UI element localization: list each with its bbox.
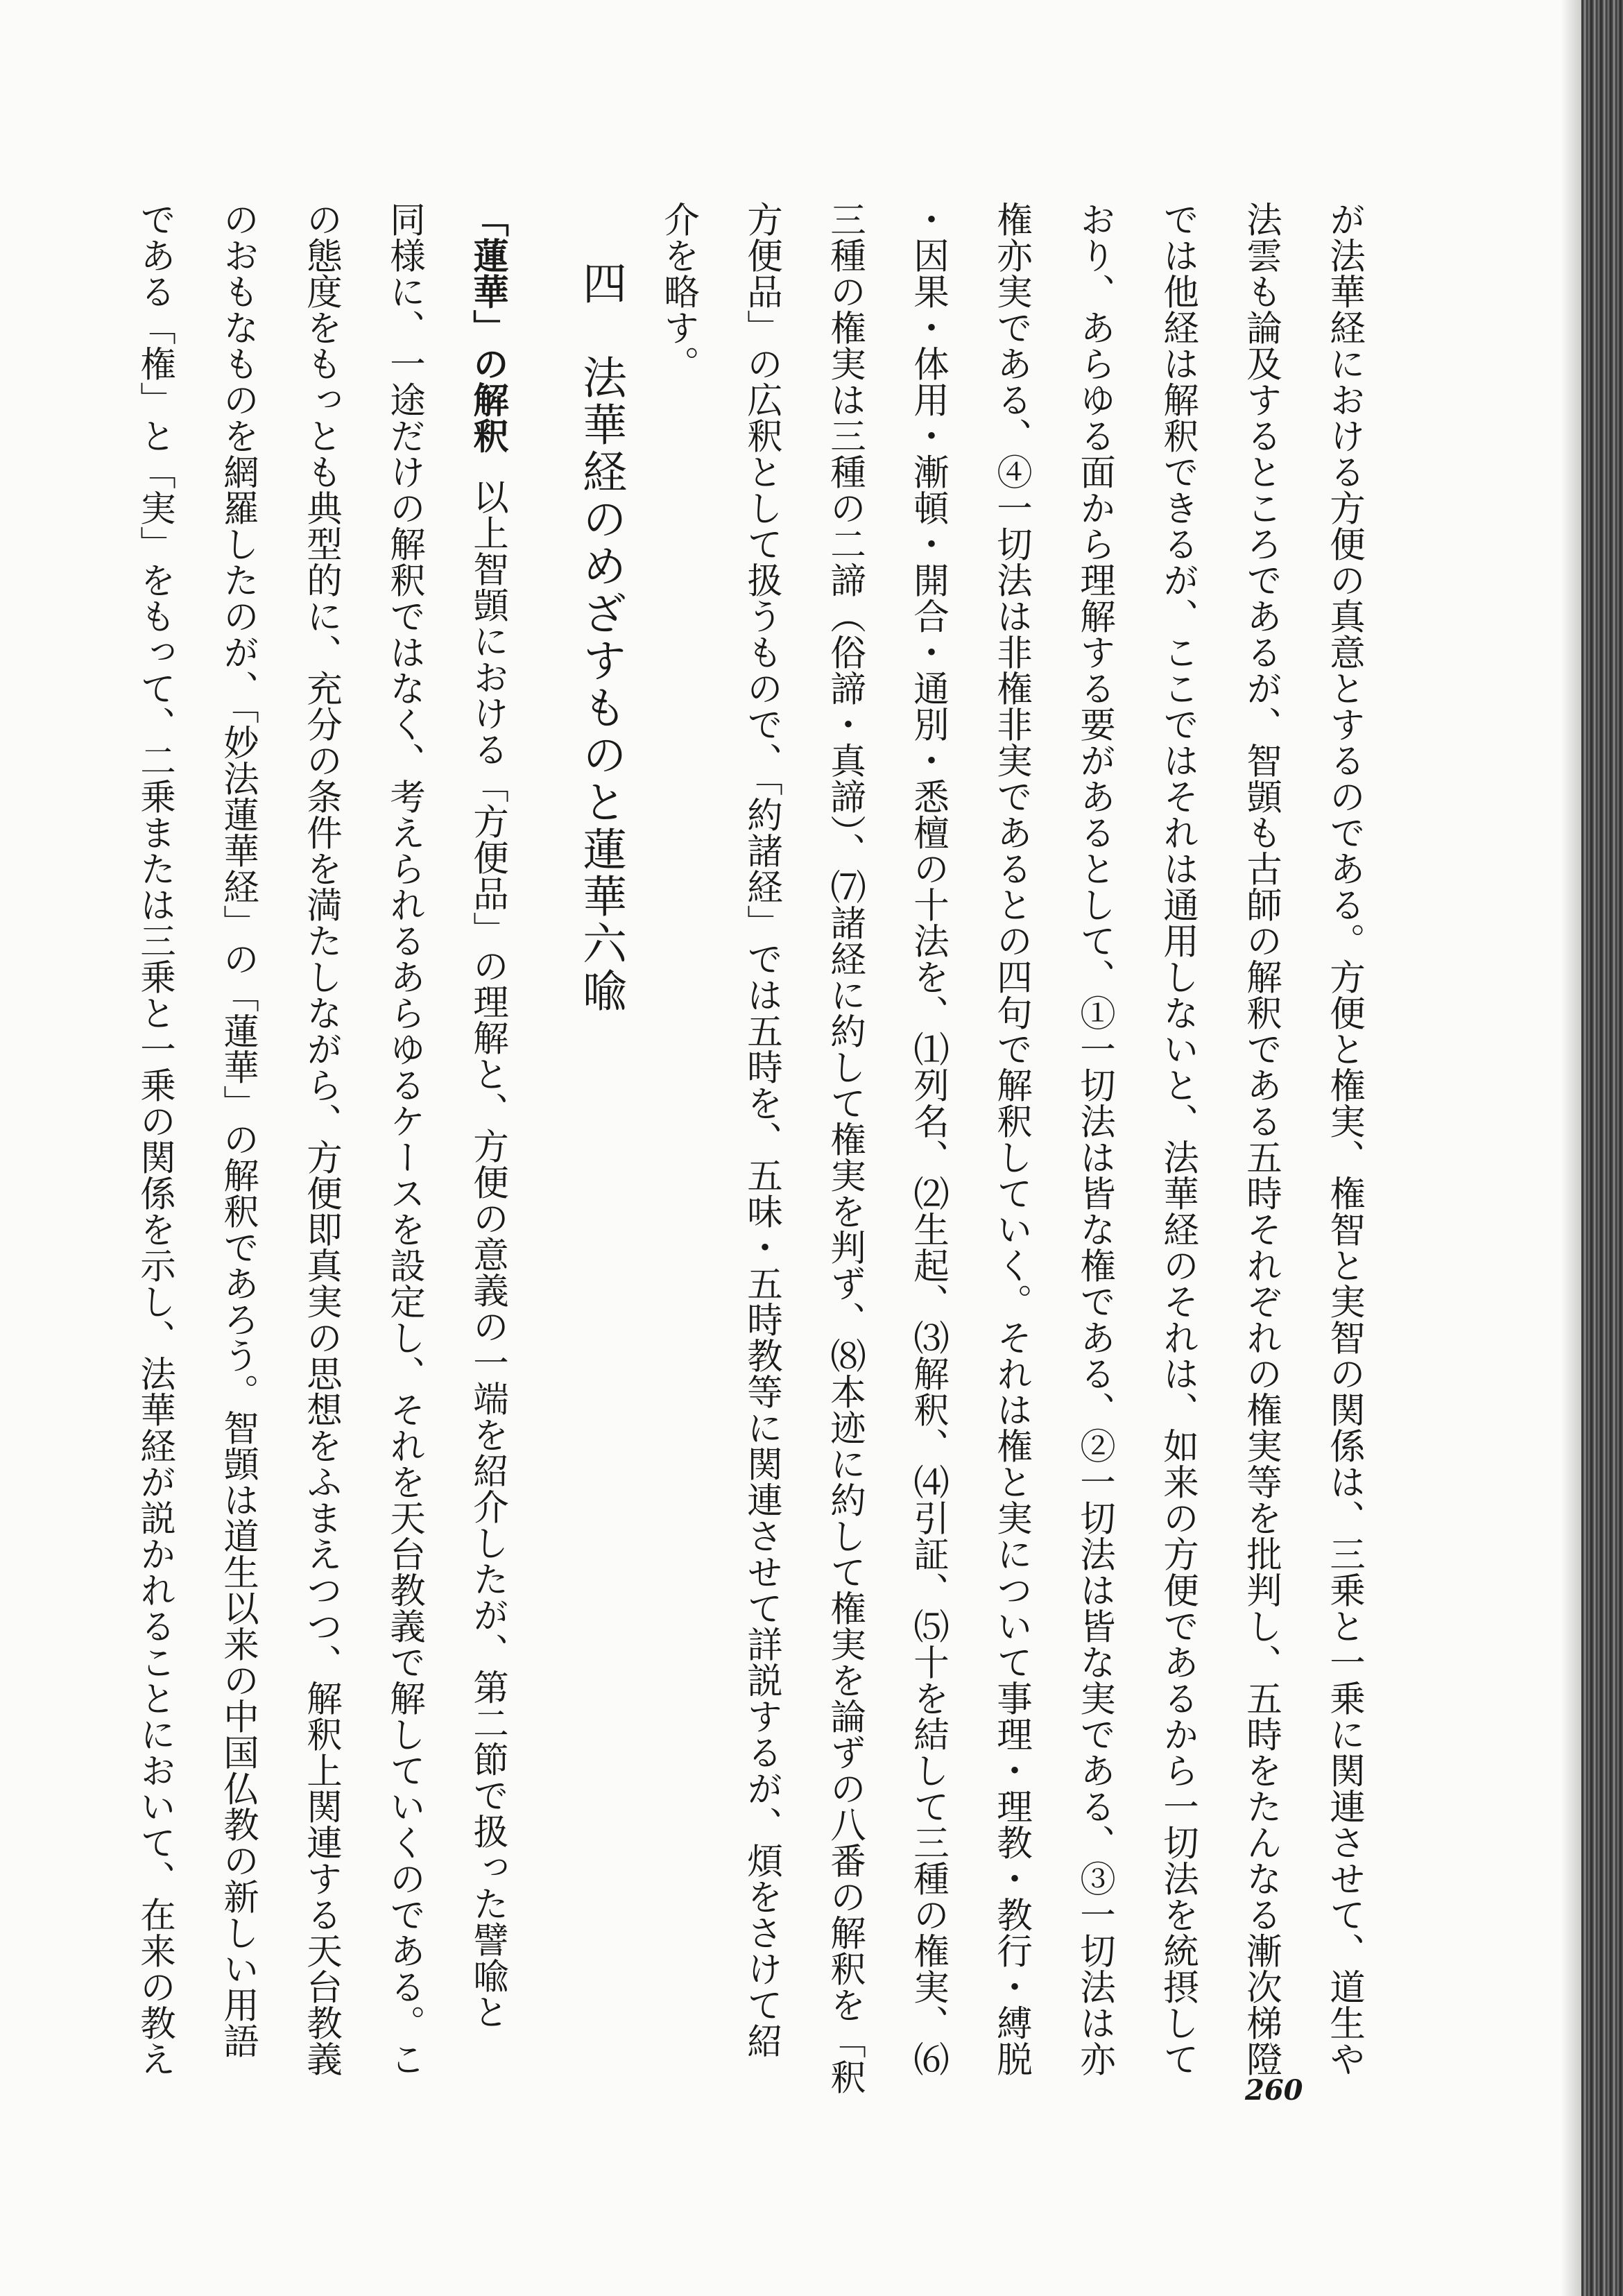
text-line-14: である「権」と「実」をもって、二乗または三乗と一乗の関係を示し、法華経が説かれることにおいて、在来の教え (134, 201, 175, 2077)
text-line-11: 同様に、一途だけの解釈ではなく、考えられるあらゆるケースを設定し、それを天台教義で解していくのである。こ (384, 201, 425, 2077)
subsection-title: 「蓮華」の解釈 (467, 201, 508, 454)
book-binding-edge (1581, 0, 1623, 2296)
text-line-7: 三種の権実は三種の二諦（俗諦・真諦）、⑺諸経に約して権実を判ず、⑻本迹に約して権実を論ずの八番の解釈を「釈 (824, 201, 866, 2096)
text-line-12: の態度をもっとも典型的に、充分の条件を満たしながら、方便即真実の思想をふまえつつ、解釈上関連する天台教義 (300, 201, 342, 2077)
section-heading: 四 法華経のめざすものと蓮華六喩 (575, 260, 626, 1015)
page-gutter-shadow (1561, 0, 1581, 2296)
text-line-13: のおもなものを網羅したのが、「妙法蓮華経」の「蓮華」の解釈であろう。智顗は道生以来の中国仏教の新しい用語 (217, 201, 259, 2059)
text-line-3: では他経は解釈できるが、ここではそれは通用しないと、法華経のそれは、如来の方便であるから一切法を統摂して (1157, 201, 1199, 2077)
page-number: 260 (1245, 2074, 1303, 2107)
text-line-4: おり、あらゆる面から理解する要があるとして、①一切法は皆な権である、②一切法は皆な実である、③一切法は亦 (1074, 201, 1115, 2077)
text-line-2: 法雲も論及するところであるが、智顗も古師の解釈である五時それぞれの権実等を批判し、五時をたんなる漸次梯隥 (1240, 201, 1282, 2077)
text-line-1: が法華経における方便の真意とするのである。方便と権実、権智と実智の関係は、三乗と一乗に関連させて、道生や (1323, 201, 1365, 2077)
text-line-6: ・因果・体用・漸頓・開合・通別・悉檀の十法を、⑴列名、⑵生起、⑶解釈、⑷引証、⑸十を結して三種の権実、⑹ (907, 201, 949, 2077)
subsection-line (461, 201, 514, 2074)
text-line-8: 方便品」の広釈として扱うもので、「約諸経」では五時を、五味・五時教等に関連させて詳説するが、煩をさけて紹 (741, 201, 782, 2059)
text-line-9: 介を略す。 (658, 201, 699, 382)
paragraph-2-opening: 以上智顗における「方便品」の理解と、方便の意義の一端を紹介したが、第二節で扱った譬喩と (467, 479, 508, 2030)
text-line-5: 権亦実である、④一切法は非権非実であるとの四句で解釈していく。それは権と実について事理・理教・教行・縛脱 (990, 201, 1032, 2077)
